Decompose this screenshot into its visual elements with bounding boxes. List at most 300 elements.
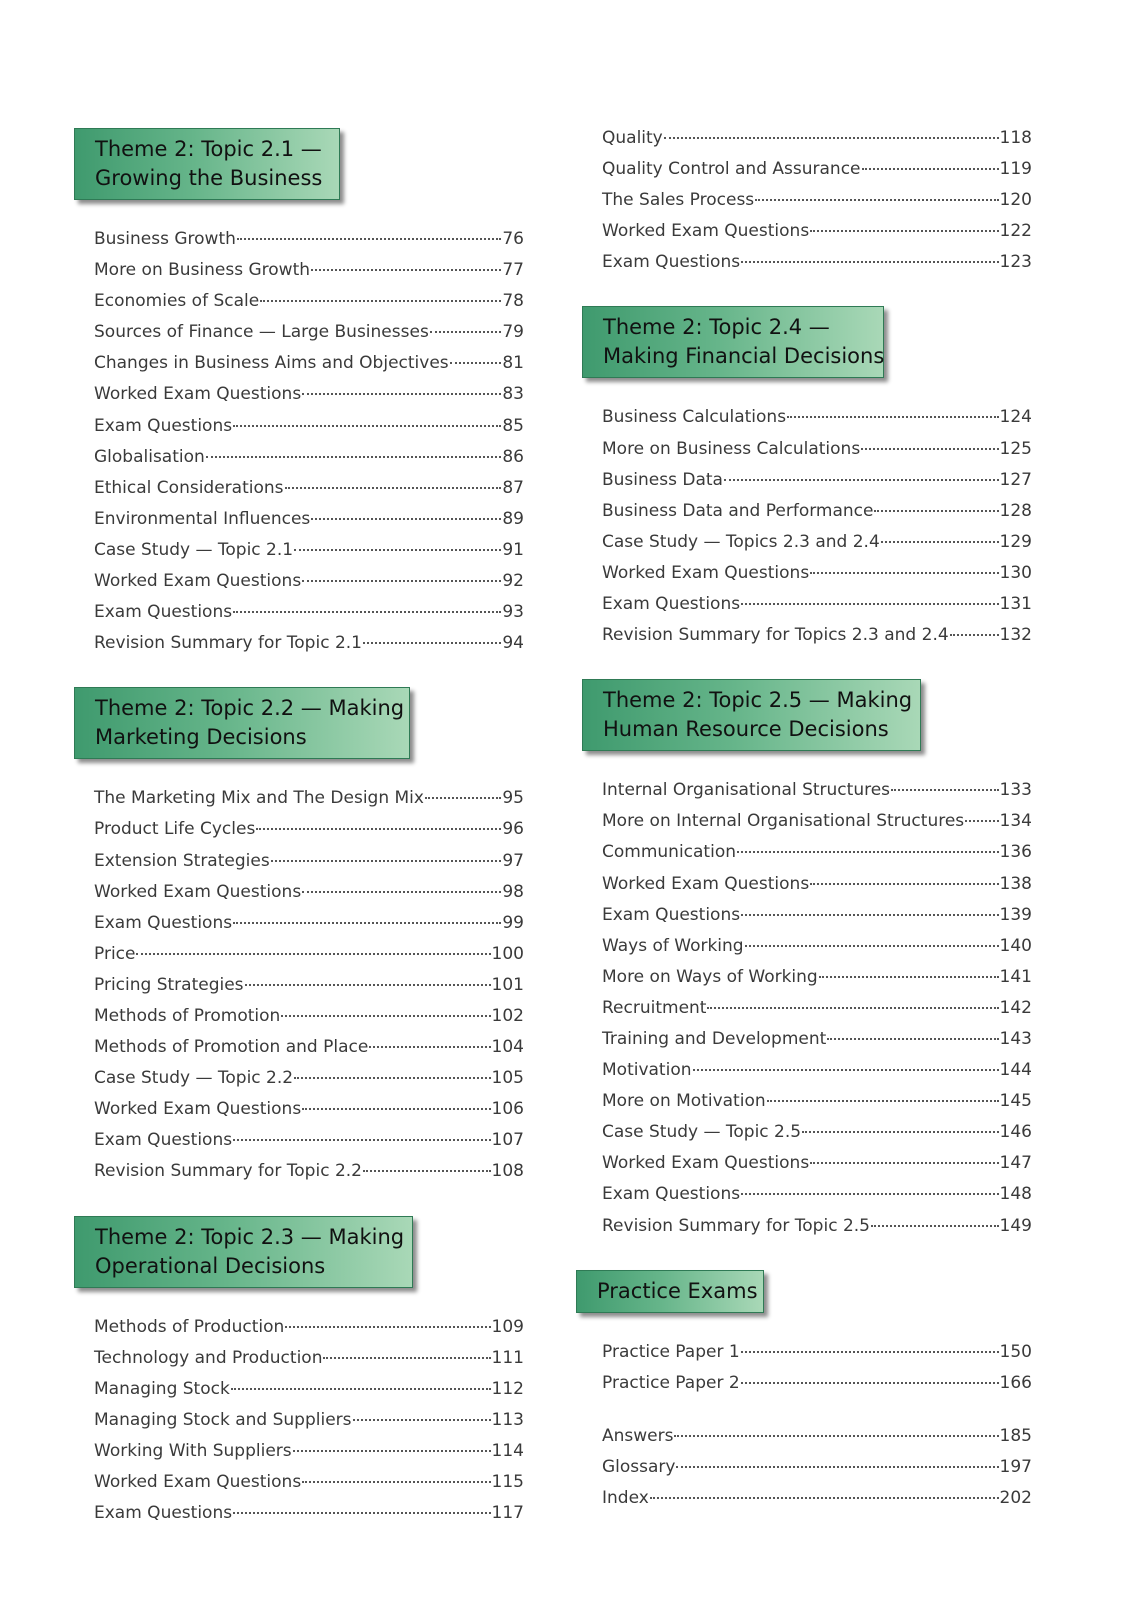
dot-leader <box>369 1046 490 1048</box>
toc-entry-page: 101 <box>491 974 524 995</box>
toc-entry-title: Managing Stock and Suppliers <box>94 1409 352 1430</box>
section-heading <box>576 1270 764 1313</box>
toc-entry[interactable] <box>94 509 524 540</box>
toc-entry-page: 130 <box>999 562 1032 583</box>
toc-entry-title: Worked Exam Questions <box>94 881 302 902</box>
toc-entry[interactable] <box>94 1099 524 1130</box>
dot-leader <box>285 1326 490 1328</box>
section-heading-line: Theme 2: Topic 2.3 — Making <box>95 1224 405 1249</box>
toc-entry-title: Technology and Production <box>94 1347 323 1368</box>
toc-entry-page: 77 <box>502 260 524 281</box>
toc-entry[interactable] <box>94 1348 524 1379</box>
toc-entry-title: The Sales Process <box>602 190 755 211</box>
spacer <box>74 1193 534 1216</box>
left-column <box>74 128 534 1534</box>
toc-entry-page: 142 <box>999 997 1032 1018</box>
toc-entry[interactable] <box>94 447 524 478</box>
dot-leader <box>707 1007 998 1009</box>
toc-entry-title: Exam Questions <box>94 415 233 436</box>
dot-leader <box>862 168 999 170</box>
dot-leader <box>650 1497 999 1499</box>
toc-entry-title: Practice Paper 2 <box>602 1372 740 1393</box>
toc-entry-title: Quality Control and Assurance <box>602 159 861 180</box>
toc-entry[interactable] <box>602 1373 1032 1404</box>
toc-entry-page: 134 <box>999 811 1032 832</box>
toc-entry-page: 104 <box>491 1037 524 1058</box>
toc-entry-page: 202 <box>999 1488 1032 1508</box>
toc-entry-list <box>582 1342 1032 1404</box>
toc-entry-list <box>582 1426 1032 1519</box>
toc-entry-page: 92 <box>502 571 524 592</box>
toc-entry-title: Motivation <box>602 1060 692 1081</box>
toc-entry-title: Pricing Strategies <box>94 974 244 995</box>
toc-entry[interactable] <box>94 478 524 509</box>
toc-entry-title: Revision Summary for Topics 2.3 and 2.4 <box>602 625 949 646</box>
toc-entry-page: 113 <box>491 1409 524 1430</box>
toc-entry[interactable] <box>602 811 1032 842</box>
toc-entry[interactable] <box>602 874 1032 905</box>
toc-entry[interactable] <box>94 1379 524 1410</box>
dot-leader <box>810 230 998 232</box>
toc-entry-title: Product Life Cycles <box>94 819 256 840</box>
toc-entry-title: Revision Summary for Topic 2.1 <box>94 633 362 654</box>
dot-leader <box>802 1131 998 1133</box>
toc-entry[interactable] <box>94 851 524 882</box>
toc-entry-title: Exam Questions <box>94 1503 233 1524</box>
toc-entry[interactable] <box>94 975 524 1006</box>
section-heading-line: Growing the Business <box>95 166 323 190</box>
toc-entry-title: Methods of Promotion <box>94 1005 281 1026</box>
toc-entry-title: Internal Organisational Structures <box>602 780 891 801</box>
toc-entry[interactable] <box>602 439 1032 470</box>
toc-entry[interactable] <box>94 353 524 384</box>
dot-leader <box>245 984 491 986</box>
toc-entry-page: 125 <box>999 438 1032 459</box>
toc-entry[interactable] <box>94 819 524 850</box>
toc-entry-list <box>74 1317 524 1535</box>
toc-entry-title: Managing Stock <box>94 1378 230 1399</box>
toc-entry-page: 139 <box>999 904 1032 925</box>
toc-entry[interactable] <box>94 633 524 664</box>
toc-entry-page: 127 <box>999 469 1032 490</box>
toc-entry[interactable] <box>94 913 524 944</box>
dot-leader <box>256 828 501 830</box>
toc-entry-page: 133 <box>999 780 1032 801</box>
section-heading-line: Marketing Decisions <box>95 725 307 750</box>
dot-leader <box>693 1069 999 1071</box>
toc-entry-page: 132 <box>999 625 1032 646</box>
dot-leader <box>741 261 998 263</box>
toc-entry[interactable] <box>602 252 1032 283</box>
toc-entry-page: 91 <box>502 539 524 560</box>
toc-entry-page: 100 <box>491 943 524 964</box>
dot-leader <box>136 953 490 955</box>
toc-entry-title: Ethical Considerations <box>94 477 284 498</box>
toc-entry-page: 87 <box>502 477 524 498</box>
dot-leader <box>874 510 998 512</box>
toc-entry-title: Case Study — Topic 2.5 <box>602 1122 802 1143</box>
toc-entry-title: Worked Exam Questions <box>94 1472 302 1492</box>
toc-entry[interactable] <box>94 1317 524 1348</box>
toc-entry-title: Business Calculations <box>602 407 787 428</box>
dot-leader <box>965 820 998 822</box>
dot-leader <box>271 860 502 862</box>
dot-leader <box>233 1139 490 1141</box>
dot-leader <box>430 331 502 333</box>
toc-entry-page: 78 <box>502 291 524 312</box>
toc-entry-title: Training and Development <box>602 1028 827 1049</box>
toc-entry-page: 185 <box>999 1425 1032 1446</box>
dot-leader <box>233 922 501 924</box>
toc-entry[interactable] <box>602 532 1032 563</box>
toc-entry-title: Changes in Business Aims and Objectives <box>94 353 449 374</box>
spacer <box>74 1288 534 1317</box>
dot-leader <box>281 1015 490 1017</box>
toc-entry-title: Case Study — Topic 2.2 <box>94 1068 294 1089</box>
toc-entry[interactable] <box>602 563 1032 594</box>
toc-entry-title: Exam Questions <box>602 594 741 615</box>
toc-entry-page: 117 <box>491 1503 524 1524</box>
toc-entry-title: Exam Questions <box>602 904 741 925</box>
section-heading <box>74 128 340 200</box>
toc-entry-list <box>582 780 1032 1246</box>
toc-entry-page: 109 <box>491 1316 524 1337</box>
toc-entry-page: 166 <box>999 1372 1032 1393</box>
toc-entry-title: Worked Exam Questions <box>602 221 810 242</box>
toc-entry-page: 93 <box>502 602 524 623</box>
dot-leader <box>450 362 502 364</box>
spacer <box>582 656 1052 679</box>
toc-entry-title: Worked Exam Questions <box>602 1153 810 1174</box>
dot-leader <box>819 976 999 978</box>
section-heading <box>74 687 410 759</box>
dot-leader <box>810 883 998 885</box>
dot-leader <box>950 634 999 636</box>
section-heading <box>582 679 921 751</box>
toc-entry[interactable] <box>94 1503 524 1534</box>
dot-leader <box>302 580 501 582</box>
toc-entry-page: 97 <box>502 850 524 871</box>
toc-entry-title: Environmental Influences <box>94 508 311 529</box>
dot-leader <box>293 1450 491 1452</box>
toc-entry[interactable] <box>602 1342 1032 1373</box>
toc-entry-page: 108 <box>491 1161 524 1182</box>
toc-entry-title: Business Growth <box>94 229 236 249</box>
toc-entry-page: 131 <box>999 594 1032 615</box>
dot-leader <box>206 456 502 458</box>
toc-entry-page: 149 <box>999 1215 1032 1236</box>
toc-entry[interactable] <box>602 128 1032 159</box>
toc-entry[interactable] <box>94 229 524 260</box>
toc-entry-title: Index <box>602 1488 649 1508</box>
dot-leader <box>755 199 998 201</box>
toc-entry-title: Revision Summary for Topic 2.5 <box>602 1215 870 1236</box>
dot-leader <box>233 611 501 613</box>
toc-entry-page: 105 <box>491 1068 524 1089</box>
toc-entry-title: Glossary <box>602 1456 676 1477</box>
spacer <box>582 751 1052 780</box>
toc-entry[interactable] <box>94 1441 524 1472</box>
section-heading <box>582 306 884 378</box>
toc-entry[interactable] <box>94 540 524 571</box>
toc-entry-page: 145 <box>999 1091 1032 1112</box>
toc-entry[interactable] <box>602 998 1032 1029</box>
dot-leader <box>827 1038 998 1040</box>
toc-entry[interactable] <box>602 1488 1032 1519</box>
toc-entry-title: Economies of Scale <box>94 291 260 312</box>
dot-leader <box>311 518 501 520</box>
toc-entry-page: 143 <box>999 1028 1032 1049</box>
toc-entry-title: Business Data <box>602 469 723 490</box>
toc-entry-list <box>74 229 524 664</box>
toc-entry-title: Practice Paper 1 <box>602 1341 740 1362</box>
dot-leader <box>302 393 501 395</box>
section-heading-line: Theme 2: Topic 2.1 — <box>95 137 322 161</box>
toc-entry[interactable] <box>94 788 524 819</box>
toc-entry-title: Worked Exam Questions <box>94 571 302 592</box>
toc-entry[interactable] <box>602 221 1032 252</box>
dot-leader <box>810 1162 998 1164</box>
toc-entry-page: 129 <box>999 531 1032 552</box>
toc-entry-page: 118 <box>999 128 1032 148</box>
toc-entry-page: 147 <box>999 1153 1032 1174</box>
toc-entry[interactable] <box>602 594 1032 625</box>
section-heading-line: Theme 2: Topic 2.4 — <box>603 315 830 340</box>
toc-entry-title: Recruitment <box>602 997 707 1018</box>
toc-entry[interactable] <box>602 1060 1032 1091</box>
right-column <box>582 128 1052 1519</box>
dot-leader <box>737 851 999 853</box>
toc-entry[interactable] <box>94 571 524 602</box>
toc-entry-title: Communication <box>602 842 736 863</box>
toc-entry[interactable] <box>94 1037 524 1068</box>
toc-entry-page: 98 <box>502 881 524 902</box>
toc-entry-page: 123 <box>999 252 1032 273</box>
section-heading-line: Theme 2: Topic 2.2 — Making <box>95 696 405 721</box>
dot-leader <box>724 479 999 481</box>
toc-entry-title: Worked Exam Questions <box>94 1099 302 1120</box>
toc-entry[interactable] <box>602 905 1032 936</box>
toc-entry-page: 102 <box>491 1005 524 1026</box>
dot-leader <box>233 425 501 427</box>
dot-leader <box>302 1108 490 1110</box>
toc-entry[interactable] <box>94 384 524 415</box>
section-heading-line: Making Financial Decisions <box>603 344 885 369</box>
toc-entry-title: Worked Exam Questions <box>94 384 302 405</box>
spacer <box>74 759 534 788</box>
toc-entry[interactable] <box>602 842 1032 873</box>
toc-entry[interactable] <box>602 625 1032 656</box>
toc-entry[interactable] <box>602 190 1032 221</box>
dot-leader <box>676 1466 998 1468</box>
toc-entry[interactable] <box>94 322 524 353</box>
toc-entry-page: 106 <box>491 1099 524 1120</box>
toc-entry[interactable] <box>602 1091 1032 1122</box>
dot-leader <box>787 416 998 418</box>
toc-entry[interactable] <box>94 1410 524 1441</box>
dot-leader <box>861 448 998 450</box>
toc-entry-list <box>582 407 1032 656</box>
toc-entry[interactable] <box>602 1426 1032 1457</box>
toc-entry-page: 136 <box>999 842 1032 863</box>
toc-entry-title: Exam Questions <box>94 1130 233 1151</box>
toc-entry-page: 138 <box>999 873 1032 894</box>
toc-entry-title: Case Study — Topics 2.3 and 2.4 <box>602 531 880 552</box>
dot-leader <box>741 1193 998 1195</box>
dot-leader <box>767 1100 999 1102</box>
toc-entry-page: 144 <box>999 1060 1032 1081</box>
toc-entry-page: 140 <box>999 935 1032 956</box>
toc-entry-title: More on Motivation <box>602 1091 766 1112</box>
toc-entry-title: Ways of Working <box>602 935 744 956</box>
toc-entry-page: 83 <box>502 384 524 405</box>
toc-entry[interactable] <box>94 291 524 322</box>
dot-leader <box>231 1388 491 1390</box>
dot-leader <box>891 789 999 791</box>
toc-entry[interactable] <box>94 1161 524 1192</box>
toc-entry-list <box>74 788 524 1192</box>
toc-entry[interactable] <box>602 1122 1032 1153</box>
dot-leader <box>285 487 502 489</box>
spacer <box>582 378 1052 407</box>
section-heading-line: Theme 2: Topic 2.5 — Making <box>603 688 913 713</box>
toc-entry-page: 79 <box>502 322 524 343</box>
dot-leader <box>881 541 999 543</box>
dot-leader <box>294 1077 490 1079</box>
toc-entry-title: Business Data and Performance <box>602 500 874 521</box>
toc-entry-page: 124 <box>999 407 1032 428</box>
toc-entry-page: 89 <box>502 508 524 529</box>
toc-entry[interactable] <box>94 1130 524 1161</box>
dot-leader <box>260 300 501 302</box>
section-heading-line: Human Resource Decisions <box>603 717 889 742</box>
dot-leader <box>810 572 998 574</box>
spacer <box>582 1247 1052 1270</box>
toc-entry-page: 86 <box>502 446 524 467</box>
dot-leader <box>745 945 999 947</box>
toc-entry-title: Working With Suppliers <box>94 1440 292 1461</box>
toc-entry-title: Quality <box>602 128 663 148</box>
toc-entry-title: Methods of Promotion and Place <box>94 1037 369 1058</box>
toc-entry[interactable] <box>602 1029 1032 1060</box>
dot-leader <box>664 137 999 139</box>
toc-entry[interactable] <box>94 1472 524 1503</box>
toc-entry-page: 122 <box>999 221 1032 242</box>
toc-entry-page: 95 <box>502 788 524 809</box>
toc-entry[interactable] <box>602 780 1032 811</box>
toc-entry-page: 76 <box>502 229 524 249</box>
dot-leader <box>741 603 998 605</box>
toc-entry[interactable] <box>94 416 524 447</box>
toc-entry[interactable] <box>94 602 524 633</box>
dot-leader <box>302 891 501 893</box>
dot-leader <box>363 642 501 644</box>
spacer <box>582 1313 1052 1342</box>
toc-entry-title: The Marketing Mix and The Design Mix <box>94 788 424 809</box>
toc-entry[interactable] <box>602 936 1032 967</box>
spacer <box>582 1404 1052 1426</box>
toc-entry[interactable] <box>94 1068 524 1099</box>
toc-entry-title: More on Business Calculations <box>602 438 861 459</box>
toc-entry-title: More on Business Growth <box>94 260 311 281</box>
toc-entry-page: 81 <box>502 353 524 374</box>
toc-entry[interactable] <box>94 944 524 975</box>
toc-entry-title: Sources of Finance — Large Businesses <box>94 322 429 343</box>
section-heading-line: Operational Decisions <box>95 1253 326 1278</box>
toc-entry-title: Globalisation <box>94 446 205 467</box>
toc-entry-title: Exam Questions <box>94 602 233 623</box>
dot-leader <box>363 1170 491 1172</box>
toc-entry[interactable] <box>94 1006 524 1037</box>
dot-leader <box>741 914 998 916</box>
dot-leader <box>741 1351 999 1353</box>
toc-entry-page: 146 <box>999 1122 1032 1143</box>
spacer <box>582 283 1052 306</box>
toc-entry-page: 119 <box>999 159 1032 180</box>
dot-leader <box>302 1481 490 1483</box>
toc-entry-title: Price <box>94 943 136 964</box>
toc-entry[interactable] <box>602 501 1032 532</box>
toc-entry-list <box>582 128 1032 283</box>
toc-entry-page: 107 <box>491 1130 524 1151</box>
dot-leader <box>233 1512 490 1514</box>
dot-leader <box>237 238 501 240</box>
toc-entry[interactable] <box>602 159 1032 190</box>
toc-entry[interactable] <box>602 1153 1032 1184</box>
toc-entry[interactable] <box>602 967 1032 998</box>
toc-entry-title: Answers <box>602 1425 674 1446</box>
toc-entry[interactable] <box>602 1457 1032 1488</box>
toc-entry[interactable] <box>602 1184 1032 1215</box>
spacer <box>74 200 534 229</box>
toc-entry[interactable] <box>94 260 524 291</box>
toc-entry-title: Exam Questions <box>602 252 741 273</box>
toc-entry-title: Revision Summary for Topic 2.2 <box>94 1161 362 1182</box>
toc-entry-title: Exam Questions <box>94 912 233 933</box>
toc-entry[interactable] <box>94 882 524 913</box>
toc-entry-title: Case Study — Topic 2.1 <box>94 539 294 560</box>
toc-entry[interactable] <box>602 470 1032 501</box>
toc-entry-page: 112 <box>491 1378 524 1399</box>
toc-entry-page: 114 <box>491 1440 524 1461</box>
dot-leader <box>674 1435 998 1437</box>
toc-entry[interactable] <box>602 1216 1032 1247</box>
dot-leader <box>311 269 501 271</box>
toc-entry-page: 111 <box>491 1347 524 1368</box>
toc-entry-page: 85 <box>502 415 524 436</box>
toc-entry-page: 141 <box>999 966 1032 987</box>
toc-entry[interactable] <box>602 407 1032 438</box>
toc-entry-title: Exam Questions <box>602 1184 741 1205</box>
toc-entry-title: Worked Exam Questions <box>602 562 810 583</box>
toc-entry-page: 150 <box>999 1341 1032 1362</box>
section-heading-line: Practice Exams <box>597 1278 758 1303</box>
toc-entry-title: More on Ways of Working <box>602 966 818 987</box>
toc-entry-page: 148 <box>999 1184 1032 1205</box>
toc-entry-title: Methods of Production <box>94 1316 285 1337</box>
dot-leader <box>353 1419 491 1421</box>
toc-entry-page: 120 <box>999 190 1032 211</box>
toc-entry-title: Extension Strategies <box>94 850 270 871</box>
toc-entry-title: Worked Exam Questions <box>602 873 810 894</box>
dot-leader <box>323 1357 490 1359</box>
dot-leader <box>871 1225 999 1227</box>
toc-entry-page: 128 <box>999 500 1032 521</box>
dot-leader <box>425 797 501 799</box>
toc-entry-page: 197 <box>999 1456 1032 1477</box>
toc-entry-page: 99 <box>502 912 524 933</box>
toc-entry-title: More on Internal Organisational Structures <box>602 811 965 832</box>
